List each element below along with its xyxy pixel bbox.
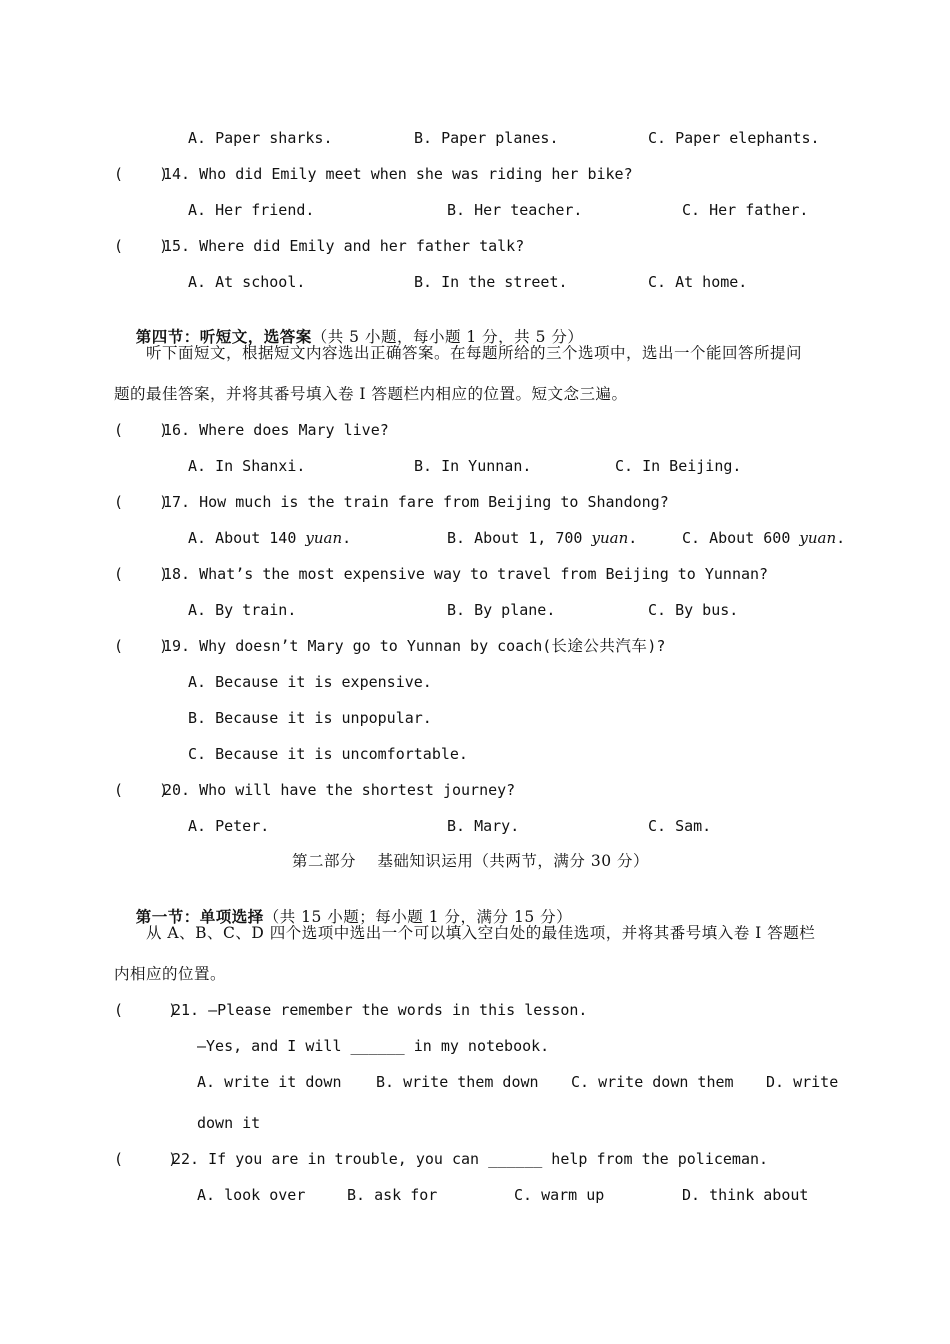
- section4-instruction-line2: 题的最佳答案，并将其番号填入卷 I 答题栏内相应的位置。短文念三遍。: [114, 385, 628, 403]
- q17-option-a-dot: .: [342, 529, 352, 547]
- q22-option-d: D. think about: [682, 1186, 809, 1204]
- q18-option-b: B. By plane.: [447, 601, 556, 619]
- q18-option-c: C. By bus.: [648, 601, 739, 619]
- q19-stem: [163, 636, 665, 656]
- q19-option-a: A. Because it is expensive.: [188, 673, 432, 691]
- q21-option-a: A. write it down: [197, 1073, 342, 1091]
- q20-option-c: C. Sam.: [648, 817, 712, 835]
- section1-instruction-line1: 从 A、B、C、D 四个选项中选出一个可以填入空白处的最佳选项，并将其番号填入卷 I 答题栏: [146, 924, 816, 942]
- q22-option-c: C. warm up: [514, 1186, 605, 1204]
- q17-stem: 17. How much is the train fare from Beijing to Shandong?: [163, 493, 669, 511]
- q22-stem: 22. If you are in trouble, you can ______ help from the policeman.: [172, 1150, 769, 1168]
- q14-option-b: B. Her teacher.: [447, 201, 583, 219]
- q21-option-d: D. write: [766, 1073, 839, 1091]
- q17-option-c-dot: .: [836, 529, 846, 547]
- q15-option-b: B. In the street.: [414, 273, 568, 291]
- q14-stem: 14. Who did Emily meet when she was riding her bike?: [163, 165, 633, 183]
- section1-instruction-line2: 内相应的位置。: [114, 965, 227, 983]
- q17-option-a-text: A. About 140: [188, 529, 297, 547]
- q19-stem-end: )?: [647, 637, 666, 655]
- q20-option-b: B. Mary.: [447, 817, 520, 835]
- q22-answer-blank: ( ): [114, 1150, 178, 1168]
- q16-answer-blank: ( ): [114, 421, 169, 439]
- q19-answer-blank: ( ): [114, 637, 169, 655]
- q17-option-b-unit: yuan: [591, 529, 629, 547]
- q13-option-b: B. Paper planes.: [414, 129, 559, 147]
- q17-option-c-text: C. About 600: [682, 529, 791, 547]
- q15-stem: 15. Where did Emily and her father talk?: [163, 237, 525, 255]
- q14-answer-blank: ( ): [114, 165, 169, 183]
- q21-reply: —Yes, and I will ______ in my notebook.: [197, 1037, 550, 1055]
- q16-stem: 16. Where does Mary live?: [163, 421, 389, 439]
- q18-option-a: A. By train.: [188, 601, 297, 619]
- q19-stem-english: 19. Why doesn’t Mary go to Yunnan by coach(: [163, 637, 552, 655]
- q15-option-c: C. At home.: [648, 273, 748, 291]
- q17-option-a-unit: yuan: [305, 529, 343, 547]
- q15-answer-blank: ( ): [114, 237, 169, 255]
- q21-answer-blank: ( ): [114, 1001, 178, 1019]
- section4-title: 第四节：听短文，选答案: [135, 327, 312, 346]
- q22-option-b: B. ask for: [347, 1186, 438, 1204]
- q22-option-a: A. look over: [197, 1186, 306, 1204]
- q21-option-c: C. write down them: [571, 1073, 734, 1091]
- q19-stem-chinese-gloss: 长途公共汽车: [551, 637, 648, 655]
- q17-option-b-dot: .: [628, 529, 638, 547]
- section4-instruction-line1: 听下面短文，根据短文内容选出正确答案。在每题所给的三个选项中，选出一个能回答所提问: [146, 344, 803, 362]
- section1-title: 第一节：单项选择: [135, 907, 264, 926]
- q19-option-c: C. Because it is uncomfortable.: [188, 745, 468, 763]
- q17-option-b: [447, 528, 637, 548]
- q20-stem: 20. Who will have the shortest journey?: [163, 781, 516, 799]
- q21-option-d-continued: down it: [197, 1114, 261, 1132]
- q16-option-a: A. In Shanxi.: [188, 457, 306, 475]
- q21-stem: 21. —Please remember the words in this lesson.: [172, 1001, 588, 1019]
- q20-option-a: A. Peter.: [188, 817, 270, 835]
- q17-option-c: [682, 528, 845, 548]
- q20-answer-blank: ( ): [114, 781, 169, 799]
- q16-option-c: C. In Beijing.: [615, 457, 742, 475]
- q15-option-a: A. At school.: [188, 273, 306, 291]
- section4-score: （共 5 小题，每小题 1 分，共 5 分）: [311, 328, 584, 346]
- q17-option-a: [188, 528, 351, 548]
- q17-option-c-unit: yuan: [799, 529, 837, 547]
- q17-answer-blank: ( ): [114, 493, 169, 511]
- q13-option-a: A. Paper sharks.: [188, 129, 333, 147]
- q21-option-b: B. write them down: [376, 1073, 539, 1091]
- q18-answer-blank: ( ): [114, 565, 169, 583]
- q16-option-b: B. In Yunnan.: [414, 457, 532, 475]
- q18-stem: 18. What’s the most expensive way to travel from Beijing to Yunnan?: [163, 565, 769, 583]
- q14-option-a: A. Her friend.: [188, 201, 315, 219]
- q13-option-c: C. Paper elephants.: [648, 129, 820, 147]
- section1-score: （共 15 小题；每小题 1 分，满分 15 分）: [263, 908, 573, 926]
- q19-option-b: B. Because it is unpopular.: [188, 709, 432, 727]
- q14-option-c: C. Her father.: [682, 201, 809, 219]
- part2-title: 第二部分 基础知识运用（共两节，满分 30 分）: [292, 852, 650, 870]
- q17-option-b-text: B. About 1, 700: [447, 529, 583, 547]
